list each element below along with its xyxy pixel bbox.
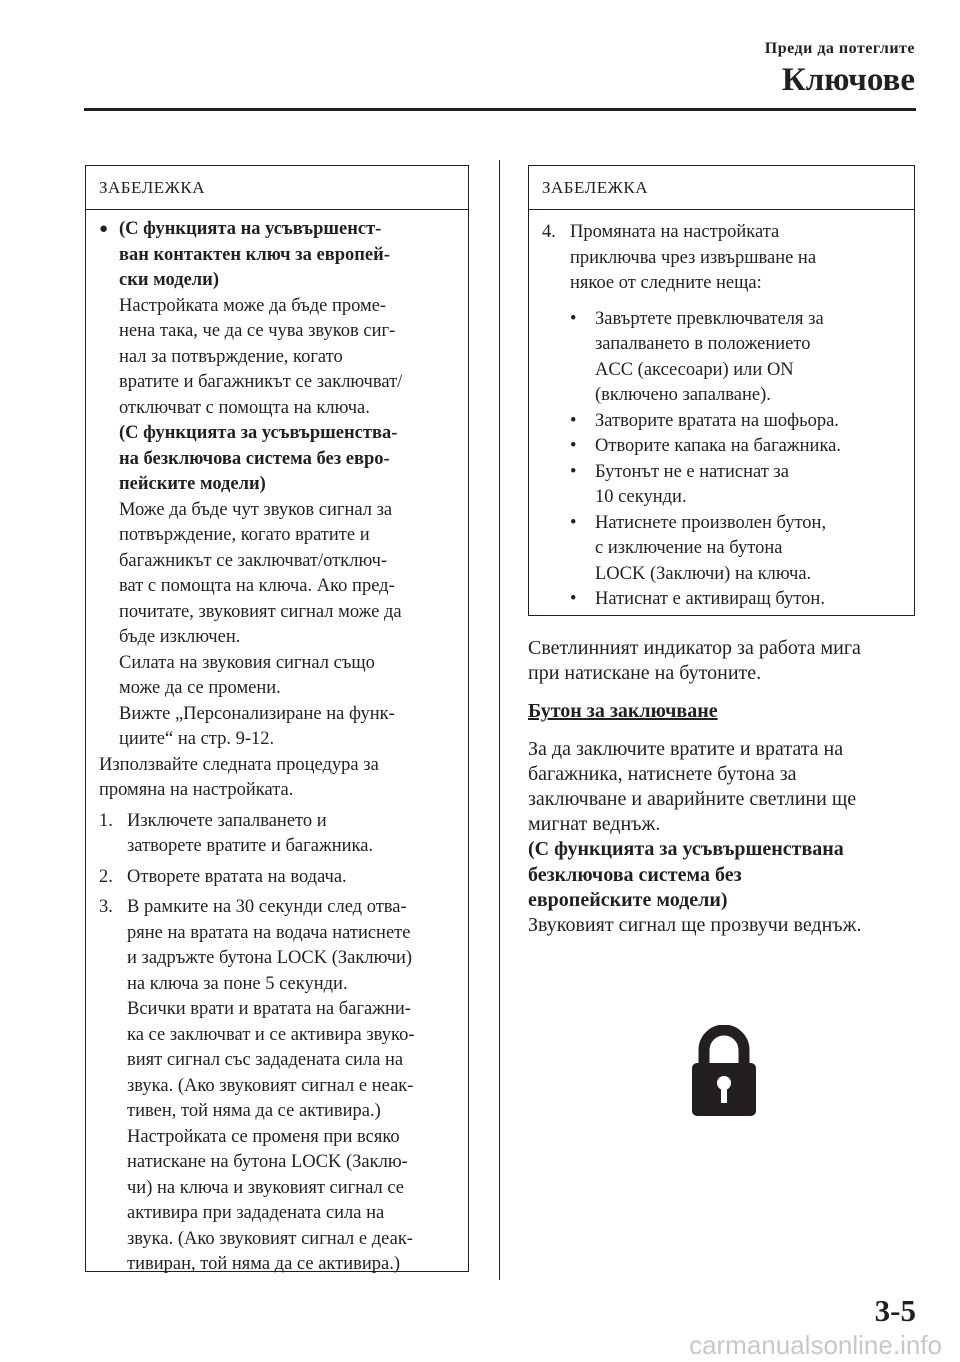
note-line: бъде изключен. (119, 627, 241, 647)
note-line: потвърждение, когато вратите и (119, 525, 370, 545)
bullet-item (542, 460, 906, 511)
lock-paragraph (528, 737, 918, 838)
note-bullet-text (119, 217, 460, 753)
step-line: някое от следните неща: (570, 273, 762, 293)
bullet-line: Натиснете произволен бутон, (595, 512, 827, 533)
step-line: Всички врати и вратата на багажни- (127, 999, 411, 1019)
bullet-icon: • (570, 436, 577, 456)
text-line: заключване и аварийните светлини ще (528, 788, 857, 811)
step-number: 3. (99, 897, 113, 917)
step-line: Отворете вратата на водача. (127, 866, 347, 887)
note-box-left (85, 165, 469, 1272)
note-line: нена така, че да се чува звуков сиг- (119, 321, 396, 341)
step-line: ка се заключват и се активира звуко- (127, 1024, 415, 1045)
bullet-icon: ● (99, 221, 109, 237)
right-column-text (528, 636, 918, 938)
procedure-step (99, 865, 460, 891)
indicator-paragraph (528, 636, 918, 686)
note-line: (С функцията за усъвършенства- (119, 423, 398, 443)
section-title: Преди да потеглите (764, 40, 915, 57)
note-bullet-item (99, 217, 460, 753)
lock-button-heading: Бутон за заключване (528, 700, 718, 723)
intro-line: Използвайте следната процедура за (99, 754, 379, 775)
header-divider (84, 108, 916, 111)
step-line: Промяната на настройката (570, 222, 780, 242)
note-line: ски модели) (119, 270, 219, 290)
procedure-step (542, 220, 906, 297)
note-line: може да се промени. (119, 678, 281, 698)
text-line: европейските модели) (528, 888, 728, 911)
step-line: звука. (Ако звуковият сигнал е неак- (127, 1075, 414, 1096)
note-line: Настройката може да бъде проме- (119, 295, 387, 316)
bullet-icon: • (570, 410, 577, 431)
bullet-list (542, 307, 906, 613)
note-line: вратите и багажникът се заключват/ (119, 372, 403, 392)
bullet-item (542, 307, 906, 409)
text-line: багажника, натиснете бутона за (528, 762, 797, 785)
step-line: приключва чрез извършване на (570, 247, 817, 268)
procedure-step (99, 895, 460, 1278)
note-heading: ЗАБЕЛЕЖКА (86, 166, 468, 210)
text-line: мигнат веднъж. (528, 813, 661, 836)
bullet-icon: • (570, 512, 577, 533)
note-line: отключват с помощта на ключа. (119, 397, 370, 418)
note-body-right (529, 210, 914, 613)
procedure-intro (99, 753, 460, 804)
step-line: затворете вратите и багажника. (127, 836, 374, 856)
note-line: ват с помощта на ключа. Ако пред- (119, 576, 395, 596)
bullet-line: (включено запалване). (595, 385, 771, 405)
step-line: на ключа за поне 5 секунди. (127, 973, 348, 994)
bullet-item (542, 511, 906, 588)
note-line: багажникът се заключват/отключ- (119, 550, 388, 571)
lock-icon-svg (690, 1025, 758, 1116)
text-line: (С функцията за усъвършенствана (528, 838, 844, 861)
step-line: активира при зададената сила на (127, 1203, 385, 1223)
note-line: (С функцията на усъвършенст- (119, 219, 382, 239)
step-line: и задръжте бутона LOCK (Заключи) (127, 948, 413, 968)
step-line: ряне на вратата на водача натиснете (127, 922, 411, 943)
bullet-line: LOCK (Заключи) на ключа. (595, 563, 812, 584)
bullet-line: Отворите капака на багажника. (595, 436, 841, 456)
bullet-item (542, 409, 906, 435)
page-title: Ключове (781, 62, 915, 98)
note-line: на безключова система без евро- (119, 448, 390, 469)
bullet-line: Бутонът не е натиснат за (595, 461, 789, 482)
bullet-line: Затворите вратата на шофьора. (595, 410, 839, 431)
text-line: Светлинният индикатор за работа мига (528, 637, 861, 659)
bullet-item (542, 434, 906, 460)
step-line: Настройката се променя при всяко (127, 1126, 400, 1147)
procedure-steps (99, 809, 460, 1278)
step-line: Изключете запалването и (127, 810, 327, 831)
step-line: тивен, той няма да се активира.) (127, 1101, 381, 1121)
bullet-icon: • (570, 589, 577, 609)
note-line: нал за потвърждение, когато (119, 346, 343, 367)
note-heading: ЗАБЕЛЕЖКА (529, 166, 914, 210)
bullet-icon: • (570, 461, 577, 482)
note-body-left (86, 210, 468, 1278)
lock-bold-paragraph (528, 837, 918, 913)
text-line: при натискане на бутоните. (528, 662, 762, 685)
step-line: чи) на ключа и звуковият сигнал се (127, 1177, 405, 1198)
watermark: carmanualsonline.info (689, 1330, 942, 1360)
bullet-line: запалването в положението (595, 334, 811, 354)
lock-icon (690, 1025, 758, 1116)
bullet-item (542, 587, 906, 613)
note-box-right (528, 165, 915, 616)
bullet-line: Натиснат е активиращ бутон. (595, 589, 825, 609)
note-line: пейските модели) (119, 474, 266, 494)
step-line: звука. (Ако звуковият сигнал е деак- (127, 1228, 413, 1249)
page-number: 3-5 (874, 1293, 916, 1328)
note-line: почитате, звуковият сигнал може да (119, 601, 402, 622)
text-line: За да заключите вратите и вратата на (528, 737, 844, 760)
bullet-line: с изключение на бутона (595, 538, 783, 558)
bullet-line: ACC (аксесоари) или ON (595, 359, 794, 380)
note-line: Може да бъде чут звуков сигнал за (119, 499, 393, 520)
bullet-icon: • (570, 308, 577, 329)
step-line: натискане на бутона LOCK (Заклю- (127, 1152, 408, 1172)
text-line: безключова система без (528, 863, 742, 886)
step-number: 1. (99, 810, 113, 831)
step-line: вият сигнал със зададената сила на (127, 1050, 404, 1070)
note-line: циите“ на стр. 9-12. (119, 729, 275, 749)
lock-after-paragraph: Звуковият сигнал ще прозвучи веднъж. (528, 914, 862, 937)
procedure-step (99, 809, 460, 860)
step-number: 4. (542, 222, 556, 242)
step-number: 2. (99, 866, 113, 887)
bullet-line: Завъртете превключвателя за (595, 308, 824, 329)
step-line: тивиран, той няма да се активира.) (127, 1254, 401, 1274)
intro-line: промяна на настройката. (99, 780, 294, 800)
column-divider (499, 160, 500, 1280)
note-line: ван контактен ключ за европей- (119, 244, 390, 265)
bullet-line: 10 секунди. (595, 487, 687, 507)
note-line: Вижте „Персонализиране на функ- (119, 703, 395, 724)
step-line: В рамките на 30 секунди след отва- (127, 897, 407, 917)
step-text (570, 220, 906, 297)
note-line: Силата на звуковия сигнал също (119, 652, 375, 673)
